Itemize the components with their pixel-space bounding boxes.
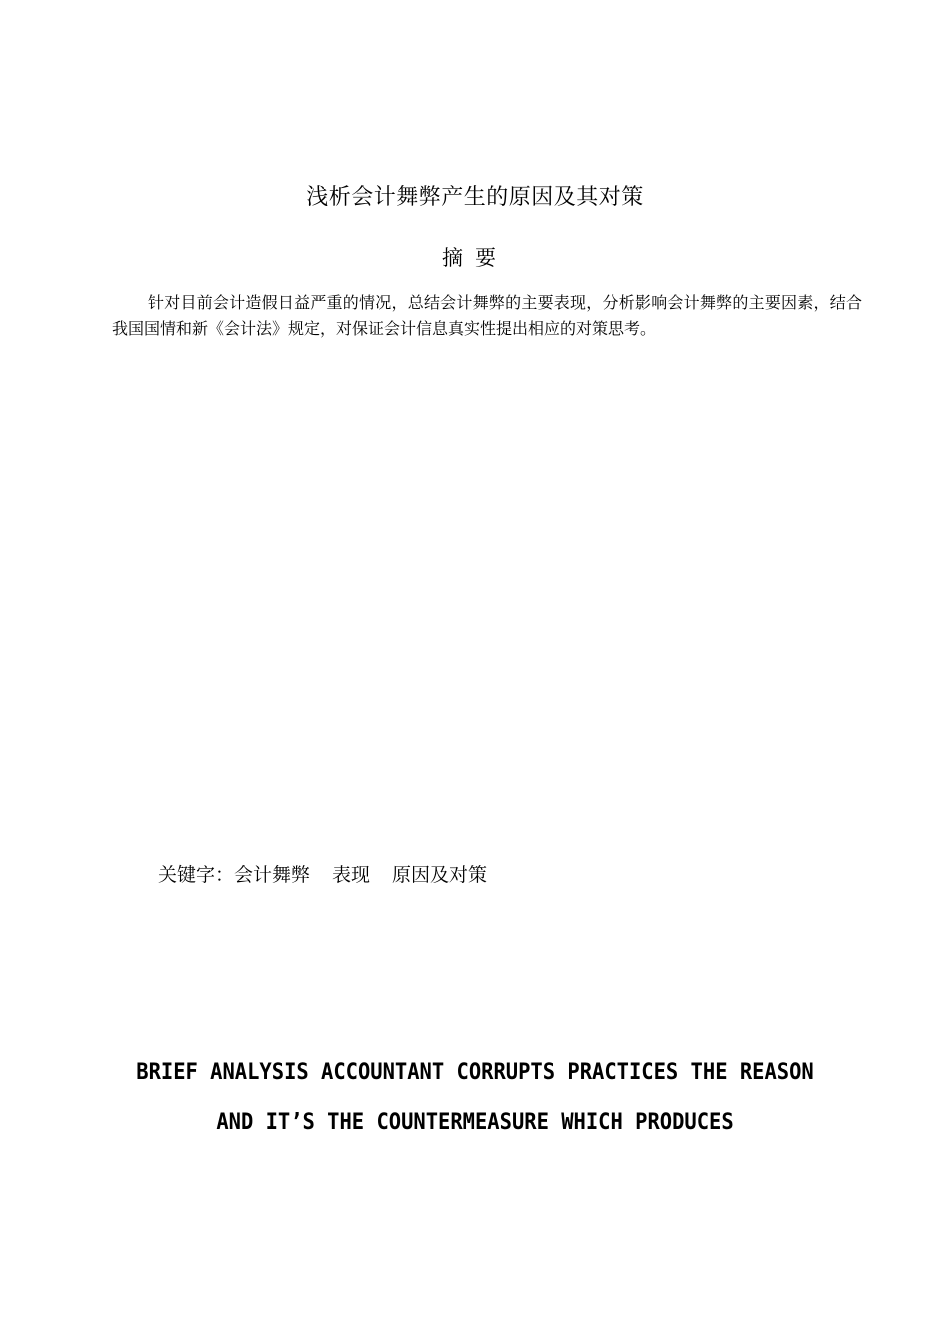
abstract-heading: 摘要 bbox=[442, 246, 508, 270]
keywords-label: 关键字： bbox=[158, 864, 235, 886]
abstract-text: 针对目前会计造假日益严重的情况，总结会计舞弊的主要表现，分析影响会计舞弊的主要因素，结合我国国情和新《会计法》规定，对保证会计信息真实性提出相应的对策思考。 bbox=[112, 293, 862, 338]
keyword-item: 表现 bbox=[332, 864, 371, 886]
page-title: 浅析会计舞弊产生的原因及其对策 bbox=[306, 185, 644, 210]
keyword-item: 会计舞弊 bbox=[234, 864, 311, 886]
english-title-line-1: BRIEF ANALYSIS ACCOUNTANT CORRUPTS PRACTICES THE REASON bbox=[136, 1060, 814, 1085]
keyword-item: 原因及对策 bbox=[392, 864, 488, 886]
keywords-line bbox=[158, 860, 487, 887]
english-title-line-2: AND IT’S THE COUNTERMEASURE WHICH PRODUCES bbox=[216, 1110, 734, 1135]
